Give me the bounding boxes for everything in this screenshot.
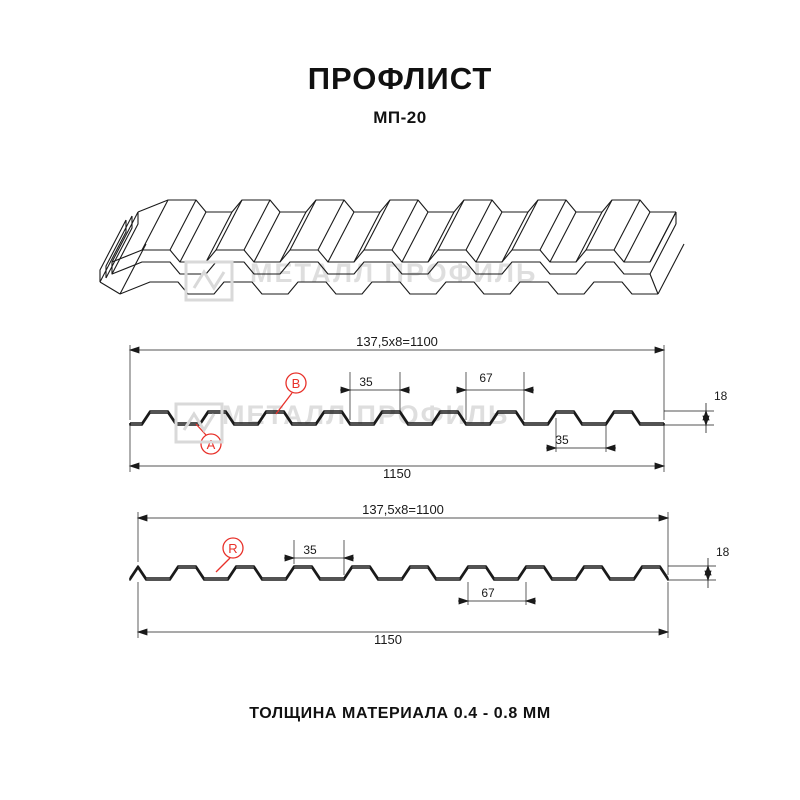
callout-b-label: B (291, 376, 301, 391)
page-title: ПРОФЛИСТ (307, 61, 493, 96)
dim-label-bottom-height-18: 18 (716, 545, 730, 559)
callout-b (276, 373, 306, 414)
extension-lines-top (130, 345, 714, 472)
watermark-text: МЕТАЛЛ ПРОФИЛЬ (250, 258, 538, 288)
dimension-lines-top (130, 347, 709, 469)
callout-r (216, 538, 243, 572)
page-subtitle: МП-20 (373, 108, 427, 128)
callout-a (196, 424, 221, 454)
dimension-lines-bottom (138, 515, 711, 635)
dim-label-top-overall-module: 137,5х8=1100 (356, 334, 438, 349)
dim-label-top-67: 67 (479, 371, 493, 385)
watermark-text: МЕТАЛЛ ПРОФИЛЬ (222, 400, 510, 430)
dim-label-bottom-35: 35 (303, 543, 317, 557)
dim-label-top-35-left: 35 (359, 375, 373, 389)
dim-label-top-height-18: 18 (714, 389, 728, 403)
dim-label-top-overall-width: 1150 (383, 466, 411, 481)
section-view-top (130, 334, 728, 481)
dim-label-top-35-right: 35 (555, 433, 569, 447)
dim-label-bottom-overall-module: 137,5х8=1100 (362, 502, 444, 517)
callout-r-label: R (228, 541, 238, 556)
isometric-profile-view (100, 200, 684, 294)
extension-lines-bottom (138, 512, 716, 638)
dim-label-bottom-overall-width: 1150 (374, 632, 402, 647)
callout-a-label: A (206, 437, 216, 452)
material-thickness-note: ТОЛЩИНА МАТЕРИАЛА 0.4 - 0.8 ММ (249, 705, 551, 722)
dim-label-bottom-67: 67 (481, 586, 495, 600)
profile-outline-bottom (130, 566, 668, 580)
section-view-bottom (130, 502, 730, 647)
